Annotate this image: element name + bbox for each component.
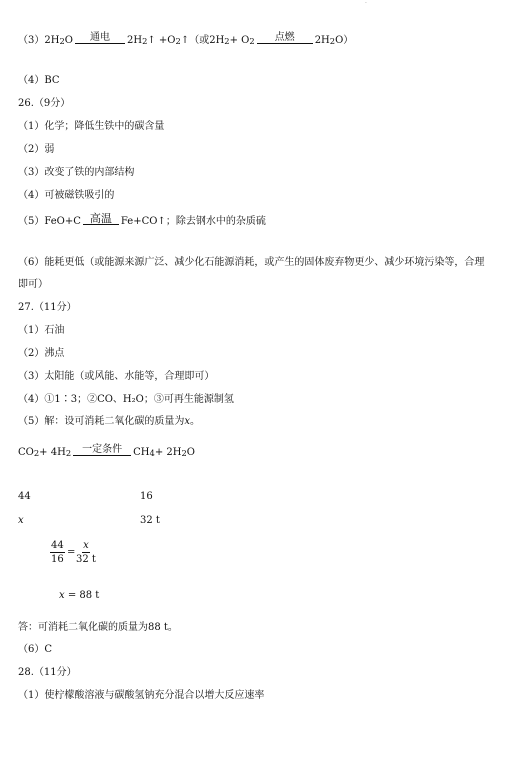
ratio-right-mass: 16 <box>140 491 153 502</box>
fraction-left: $\frac{44}{16}$ <box>51 540 64 565</box>
answer-27-6: （6）C <box>18 644 53 655</box>
answer-26-3: （3）改变了铁的内部结构 <box>18 167 135 178</box>
reaction-condition-ignite: 点燃 <box>257 32 313 48</box>
result-line: x = 88 t <box>59 590 100 601</box>
fraction-equals: = <box>67 547 76 558</box>
answer-27-2: （2）沸点 <box>18 348 65 359</box>
question-27-heading: 27.（11分） <box>18 302 77 313</box>
reaction-condition-high-temp: 高温 <box>83 213 119 229</box>
answer-27-3: （3）太阳能（或风能、水能等，合理即可） <box>18 371 215 382</box>
ratio-left-mass: 44 <box>18 491 31 502</box>
answer-27-4: （4）①1∶3；②CO、H₂O；③可再生能源制氢 <box>18 394 234 405</box>
answer-26-6: （6）能耗更低（或能源来源广泛、减少化石能源消耗，或产生的固体废弃物更少、减少环境污染等，合理 <box>18 257 485 268</box>
answer-4: （4）BC <box>18 75 60 86</box>
fraction-right: $\frac{x}{32 t}$ <box>76 540 96 565</box>
question-26-heading: 26.（9分） <box>18 98 71 109</box>
answer-26-4: （4）可被磁铁吸引的 <box>18 190 115 201</box>
answer-27-1: （1）石油 <box>18 325 65 336</box>
equation-co2-methanation: CO 2 + 4H 2 一定条件 CH 4 + 2H 2 O <box>18 444 195 458</box>
question-28-heading: 28.（11分） <box>18 667 77 678</box>
equation-electrolysis: （3）2H 2 O 通电 2H 2 ↑ +O 2 ↑（或2H 2 + O 2 点燃 2H 2 O） <box>18 32 354 46</box>
answer-27-5-conclusion: 答：可消耗二氧化碳的质量为88 t。 <box>18 622 178 633</box>
answer-28-1: （1）使柠檬酸溶液与碳酸氢钠充分混合以增大反应速率 <box>18 690 265 701</box>
reaction-condition-electrolysis: 通电 <box>75 32 125 48</box>
reaction-condition-certain: 一定条件 <box>73 444 131 460</box>
answer-26-2: （2）弱 <box>18 144 55 155</box>
ratio-left-unknown: x <box>18 515 24 526</box>
speck: · <box>365 0 367 7</box>
equation-high-temp: （5）FeO+C 高温 Fe+CO↑；除去钢水中的杂质硫 <box>18 212 266 227</box>
answer-26-6-cont: 即可） <box>18 279 48 290</box>
ratio-right-known: 32 t <box>140 515 160 526</box>
answer-26-1: （1）化学；降低生铁中的碳含量 <box>18 121 165 132</box>
answer-27-5-intro: （5）解：设可消耗二氧化碳的质量为x。 <box>18 416 201 427</box>
